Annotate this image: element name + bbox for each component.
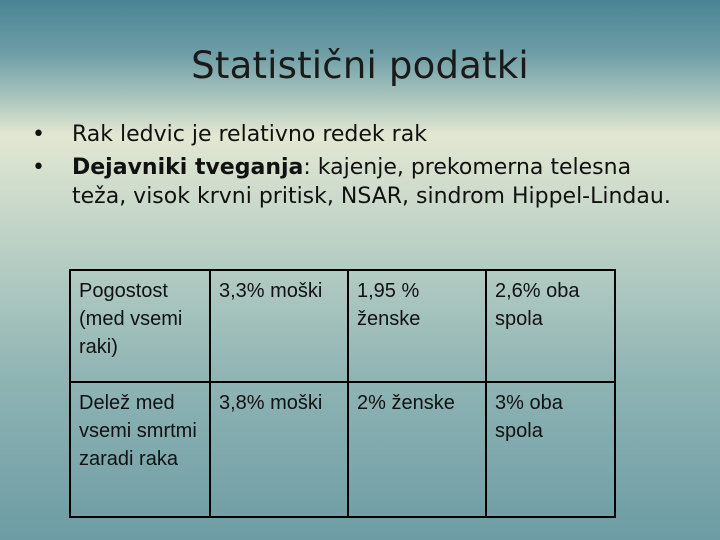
bullet-list: [32, 120, 692, 215]
table-cell: Pogostost (med vsemi raki): [70, 270, 210, 382]
table-cell: 2% ženske: [348, 382, 486, 517]
table-cell: 3% oba spola: [486, 382, 615, 517]
table-row: [70, 270, 615, 382]
slide-title: Statistični podatki: [191, 44, 529, 87]
table-cell: 3,3% moški: [210, 270, 348, 382]
bullet-text: : kajenje, prekomerna telesna teža, visok krvni pritisk, NSAR, sindrom Hippel-Lindau.: [72, 155, 671, 209]
table-row: [70, 382, 615, 517]
bullet-dot-icon: •: [32, 155, 45, 180]
table-cell: 2,6% oba spola: [486, 270, 615, 382]
bullet-item: [32, 120, 692, 149]
bullet-bold-text: Dejavniki tveganja: [72, 155, 304, 180]
table-cell: 1,95 % ženske: [348, 270, 486, 382]
table-cell: 3,8% moški: [210, 382, 348, 517]
statistics-table: [69, 269, 616, 518]
bullet-text: Rak ledvic je relativno redek rak: [72, 122, 427, 147]
bullet-dot-icon: •: [32, 122, 45, 147]
table-cell: Delež med vsemi smrtmi zaradi raka: [70, 382, 210, 517]
bullet-item: [32, 153, 692, 211]
